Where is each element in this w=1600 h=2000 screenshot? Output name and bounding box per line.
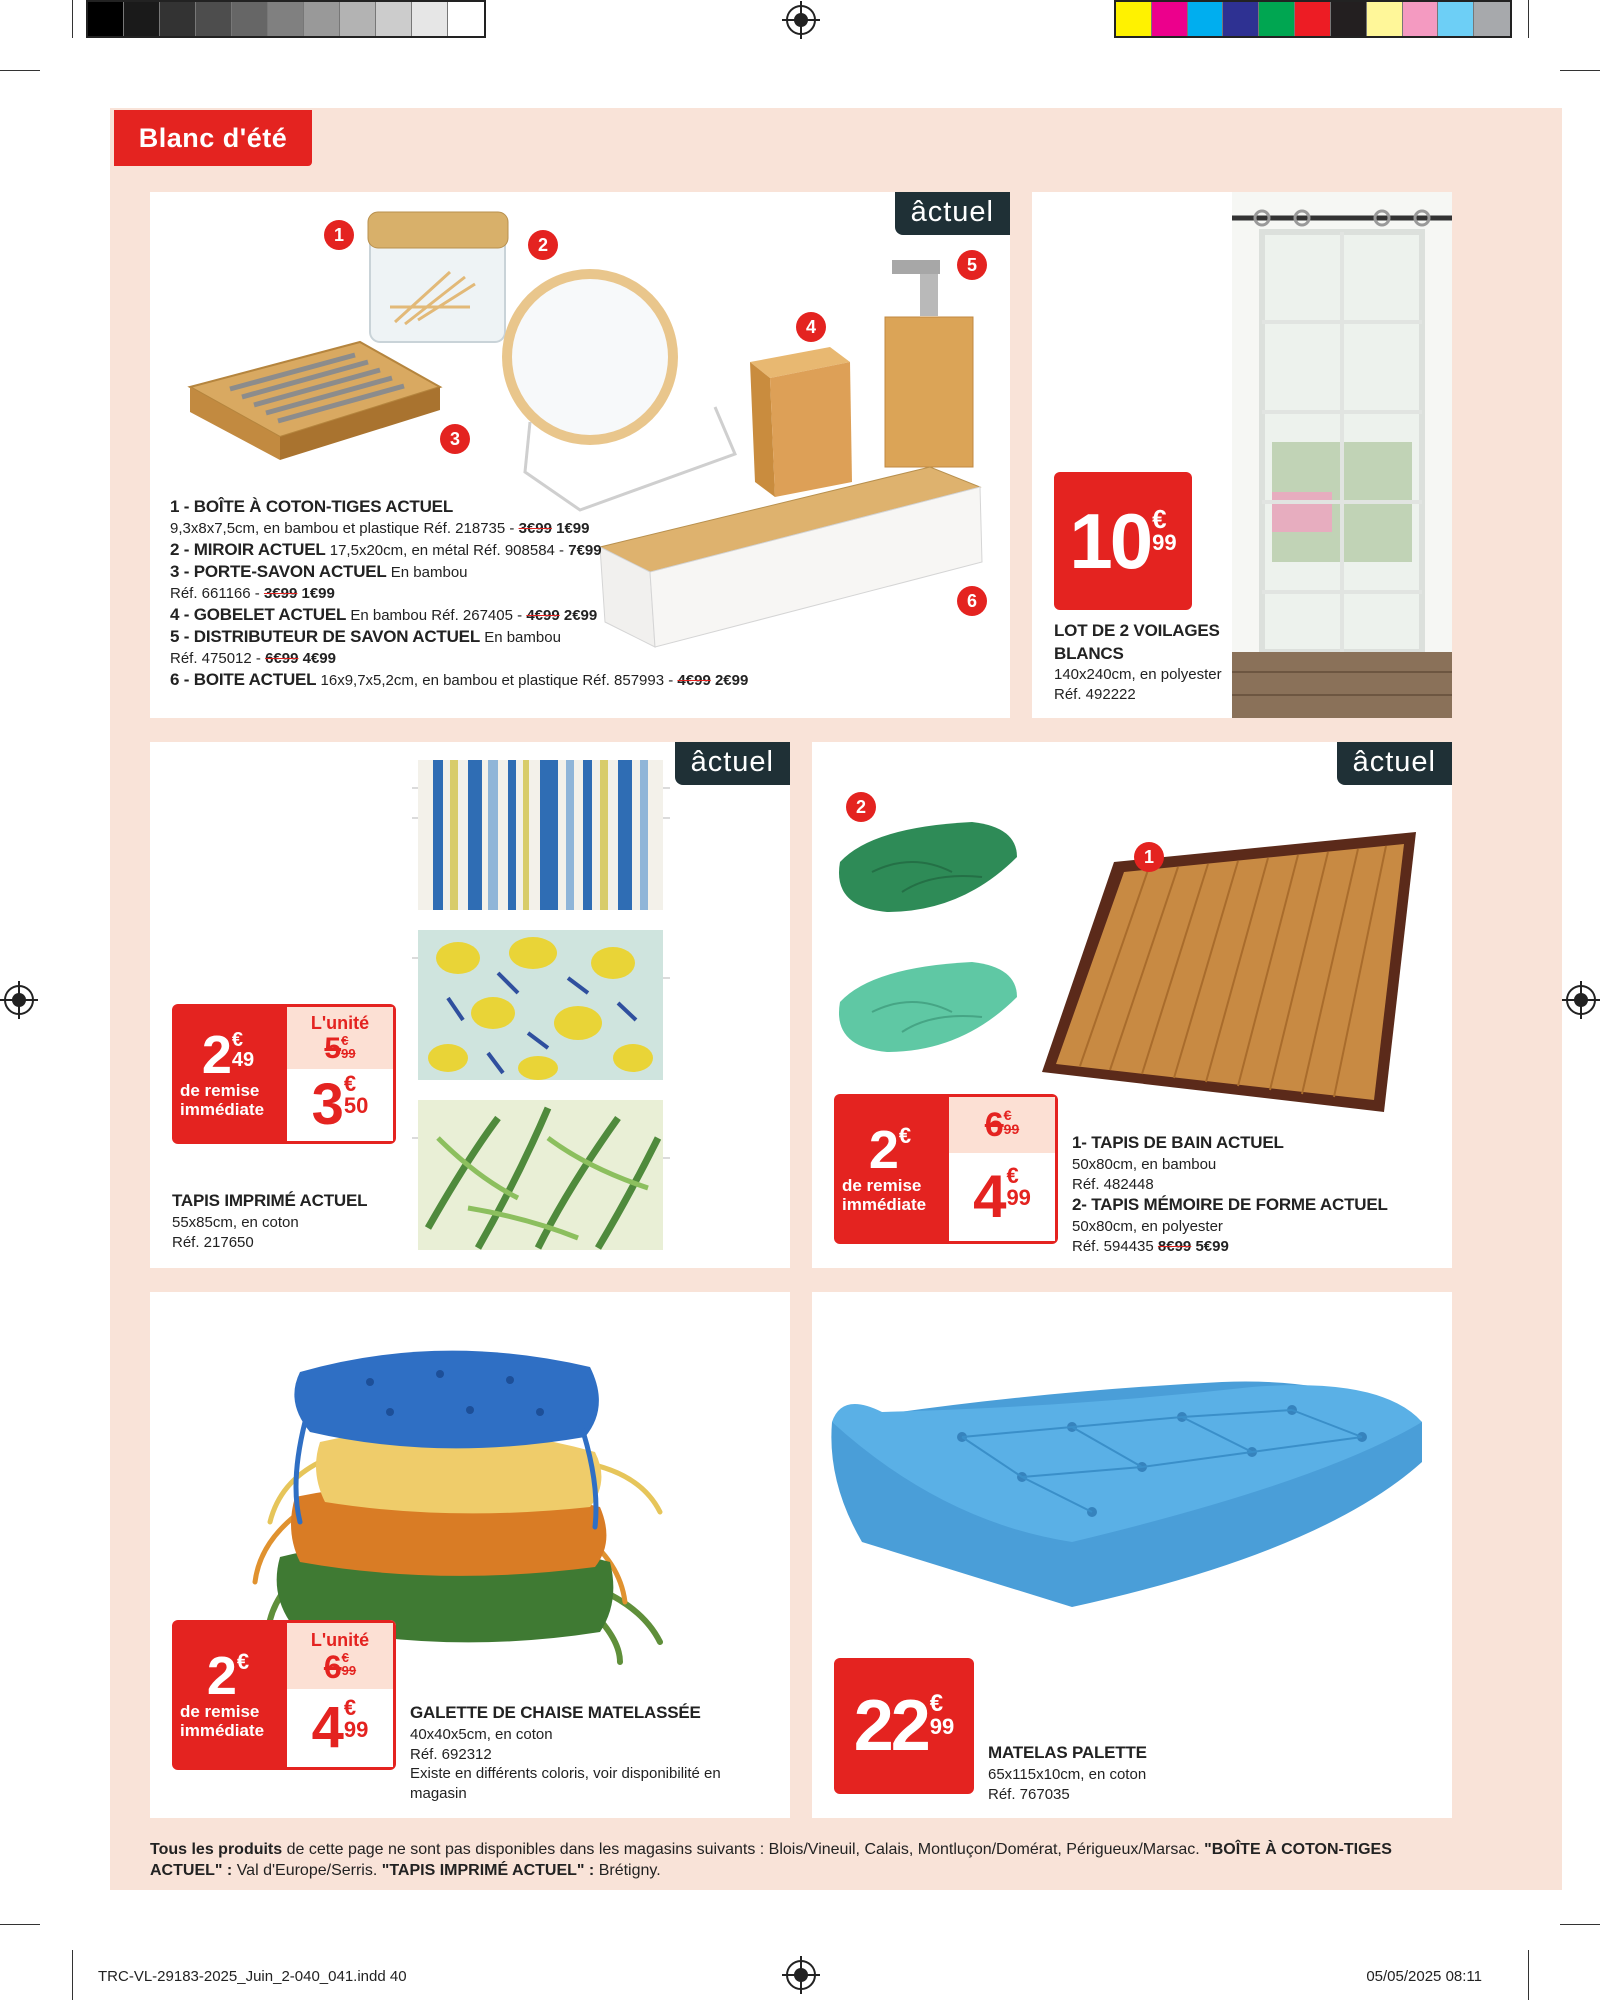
printed-rugs-illustration	[408, 758, 678, 1258]
matelas-description: MATELAS PALETTE 65x115x10cm, en coton Réf. 767035	[988, 1743, 1147, 1803]
item-number-badge: 1	[1134, 842, 1164, 872]
bathroom-set-description: 1 - BOÎTE À COTON-TIGES ACTUEL 9,3x8x7,5cm, en bambou et plastique Réf. 218735 - 3€99 1€99 2 - MIROIR ACTUEL 17,5x20cm, en métal Réf. 908584 - 7€99 3 - PORTE-SAVON ACTUEL En bambou Réf. 661166 - 3€99 1€99 4 - GOBELET ACTUEL En bambou Réf. 267405 - 4€99 2€99 5 - DISTRIBUTEUR DE SAVON ACTUEL En bambou Réf. 475012 - 6€99 4€99 6 - BOITE ACTUEL 16x9,7x5,2cm, en bambou et plastique Réf. 857993 - 4€99 2€99	[170, 496, 810, 691]
matelas-card	[812, 1292, 1452, 1818]
registration-mark-top	[786, 5, 816, 35]
item-number-badge: 3	[440, 424, 470, 454]
tapis-imprime-price-tag: 2 € 49 de remise immédiate L'unité 5 € 99 3 € 50	[172, 1004, 396, 1144]
registration-mark-left	[4, 985, 34, 1015]
footer-filename: TRC-VL-29183-2025_Juin_2-040_041.indd 40	[98, 1968, 407, 1985]
item-number-badge: 5	[957, 250, 987, 280]
galette-price-tag: 2 € de remise immédiate L'unité 6 € 99 4 € 99	[172, 1620, 396, 1770]
footer-date: 05/05/2025 08:11	[1366, 1968, 1482, 1985]
tapis-imprime-description: TAPIS IMPRIMÉ ACTUEL 55x85cm, en coton Réf. 217650	[172, 1191, 368, 1251]
item-number-badge: 1	[324, 220, 354, 250]
crop-mark	[1560, 1924, 1600, 1925]
availability-footnote: Tous les produits de cette page ne sont pas disponibles dans les magasins suivants : Blois/Vineuil, Calais, Montluçon/Domérat, Périgueux/Marsac. "BOÎTE À COTON-TIGES ACTUEL" : Val d'Europe/Serris. "TAPIS IMPRIMÉ ACTUEL" : Brétigny.	[150, 1841, 1392, 1879]
item-number-badge: 2	[528, 230, 558, 260]
item-number-badge: 6	[957, 586, 987, 616]
curtain-window-photo	[1232, 192, 1452, 718]
actuel-brand-badge: âctuel	[895, 192, 1010, 235]
item-number-badge: 2	[846, 792, 876, 822]
crop-mark	[1560, 70, 1600, 71]
pallet-mattress-illustration	[822, 1352, 1442, 1612]
tapis-bain-description: 1- TAPIS DE BAIN ACTUEL 50x80cm, en bambou Réf. 482448 2- TAPIS MÉMOIRE DE FORME ACTUEL 50x80cm, en polyester Réf. 594435 8€99 5€99	[1072, 1133, 1388, 1256]
matelas-price-tag: 22 € 99	[834, 1658, 974, 1794]
galette-description: GALETTE DE CHAISE MATELASSÉE 40x40x5cm, en coton Réf. 692312 Existe en différents coloris, voir disponibilité en magasin	[410, 1703, 721, 1803]
crop-mark	[0, 70, 40, 71]
registration-mark-right	[1566, 985, 1596, 1015]
voilages-card	[1032, 192, 1452, 718]
item-number-badge: 4	[796, 312, 826, 342]
actuel-brand-badge: âctuel	[1337, 742, 1452, 785]
product-line-2: 2 - MIROIR ACTUEL 17,5x20cm, en métal Réf. 908584 - 7€99	[170, 539, 602, 559]
crop-mark	[72, 0, 73, 38]
crop-mark	[72, 1950, 73, 2000]
product-line-6: 6 - BOITE ACTUEL 16x9,7x5,2cm, en bambou et plastique Réf. 857993 - 4€99 2€99	[170, 669, 749, 689]
color-swatches	[1114, 0, 1512, 38]
product-line-5: 5 - DISTRIBUTEUR DE SAVON ACTUEL En bambou	[170, 627, 561, 647]
chair-cushions-illustration	[240, 1312, 760, 1672]
tapis-bain-price-tag: 2 € de remise immédiate 6 € 99 4 € 99	[834, 1094, 1058, 1244]
bathroom-set-card	[150, 192, 1010, 718]
actuel-brand-badge: âctuel	[675, 742, 790, 785]
registration-mark-bottom	[786, 1960, 816, 1990]
crop-mark	[1528, 1950, 1529, 2000]
tapis-imprime-card	[150, 742, 790, 1268]
voilages-price-tag: 10 € 99	[1054, 472, 1192, 610]
crop-mark	[1528, 0, 1529, 38]
galette-card	[150, 1292, 790, 1818]
section-title: Blanc d'été	[114, 110, 312, 166]
crop-mark	[0, 1924, 40, 1925]
grayscale-swatches	[86, 0, 486, 38]
voilages-description: LOT DE 2 VOILAGES BLANCS 140x240cm, en polyester Réf. 492222	[1054, 621, 1222, 704]
product-line-4: 4 - GOBELET ACTUEL En bambou Réf. 267405 - 4€99 2€99	[170, 604, 598, 624]
tapis-bain-card	[812, 742, 1452, 1268]
bath-mats-illustration	[812, 782, 1452, 1142]
product-line-3: 3 - PORTE-SAVON ACTUEL En bambou	[170, 562, 468, 582]
product-line-1: 1 - BOÎTE À COTON-TIGES ACTUEL	[170, 497, 454, 516]
